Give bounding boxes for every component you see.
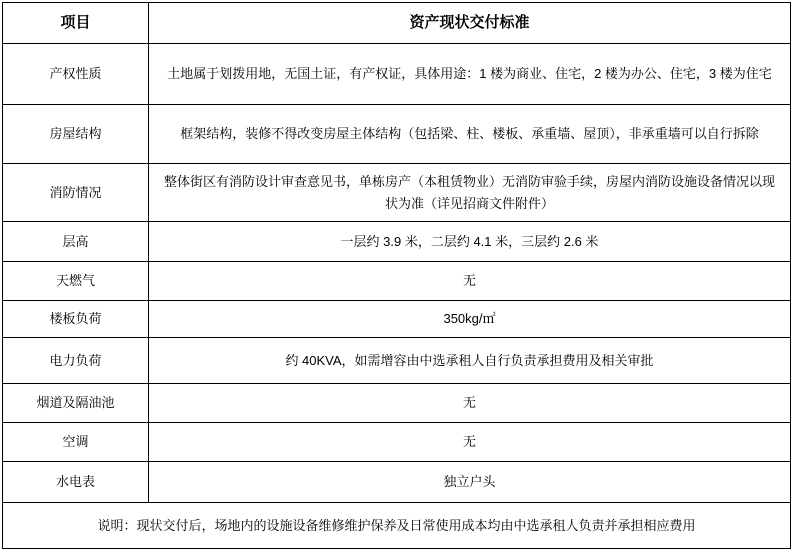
row-label-cell: 房屋结构 [3, 105, 149, 164]
row-label-cell: 消防情况 [3, 164, 149, 222]
row-label-cell: 空调 [3, 423, 149, 462]
row-value-cell: 整体街区有消防设计审查意见书，单栋房产（本租赁物业）无消防审验手续，房屋内消防设施设备情况以现状为准（详见招商文件附件） [149, 164, 791, 222]
note-row [3, 503, 791, 549]
note-cell: 说明：现状交付后，场地内的设施设备维修维护保养及日常使用成本均由中选承租人负责并承担相应费用 [3, 503, 791, 549]
header-cell-standard: 资产现状交付标准 [149, 3, 791, 44]
table-row [3, 164, 791, 222]
row-value-cell: 无 [149, 262, 791, 301]
row-label-cell: 天燃气 [3, 262, 149, 301]
table-row [3, 222, 791, 262]
row-value-cell: 土地属于划拨用地，无国土证，有产权证，具体用途：1 楼为商业、住宅，2 楼为办公、住宅，3 楼为住宅 [149, 44, 791, 105]
row-value-cell: 无 [149, 423, 791, 462]
header-cell-item: 项目 [3, 3, 149, 44]
table-row [3, 338, 791, 384]
table-row [3, 44, 791, 105]
row-label-cell: 楼板负荷 [3, 301, 149, 338]
row-label-cell: 产权性质 [3, 44, 149, 105]
row-value-cell: 独立户头 [149, 462, 791, 503]
table-row [3, 301, 791, 338]
table-row [3, 423, 791, 462]
asset-delivery-standard-table [2, 2, 791, 549]
header-row [3, 3, 791, 44]
table-row [3, 262, 791, 301]
row-value-cell: 350kg/㎡ [149, 301, 791, 338]
row-value-cell: 一层约 3.9 米，二层约 4.1 米，三层约 2.6 米 [149, 222, 791, 262]
table-row [3, 105, 791, 164]
row-label-cell: 电力负荷 [3, 338, 149, 384]
row-value-cell: 约 40KVA，如需增容由中选承租人自行负责承担费用及相关审批 [149, 338, 791, 384]
row-label-cell: 水电表 [3, 462, 149, 503]
row-label-cell: 层高 [3, 222, 149, 262]
row-label-cell: 烟道及隔油池 [3, 384, 149, 423]
table-row [3, 462, 791, 503]
row-value-cell: 框架结构，装修不得改变房屋主体结构（包括梁、柱、楼板、承重墙、屋顶），非承重墙可以自行拆除 [149, 105, 791, 164]
table-row [3, 384, 791, 423]
row-value-cell: 无 [149, 384, 791, 423]
